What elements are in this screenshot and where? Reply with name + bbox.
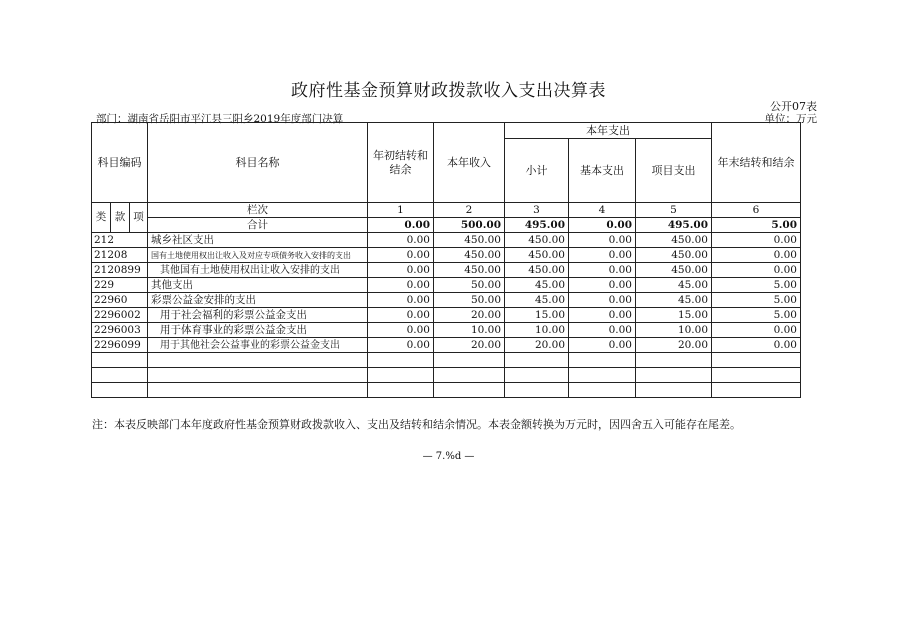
table-row <box>92 233 801 248</box>
cell-value: 0.00 <box>569 278 636 293</box>
empty-cell <box>712 353 801 368</box>
cell-value: 450.00 <box>434 233 505 248</box>
subject-code: 21208 <box>92 248 148 263</box>
table-row <box>92 308 801 323</box>
empty-cell <box>148 383 368 398</box>
col-num: 2 <box>434 203 505 218</box>
cell-value: 45.00 <box>505 293 569 308</box>
empty-cell <box>148 368 368 383</box>
header-expense-group: 本年支出 <box>505 123 712 139</box>
total-value: 500.00 <box>434 218 505 233</box>
empty-cell <box>569 368 636 383</box>
page-number: — 7.%d — <box>422 451 475 462</box>
table-row <box>92 263 801 278</box>
empty-cell <box>368 383 434 398</box>
cell-value: 450.00 <box>505 248 569 263</box>
empty-cell <box>368 353 434 368</box>
empty-cell <box>505 353 569 368</box>
empty-cell <box>569 353 636 368</box>
empty-row <box>92 353 801 368</box>
empty-cell <box>636 353 712 368</box>
header-kuan: 款 <box>111 203 130 233</box>
cell-value: 450.00 <box>636 248 712 263</box>
cell-value: 45.00 <box>636 278 712 293</box>
cell-value: 0.00 <box>368 338 434 353</box>
cell-value: 0.00 <box>712 233 801 248</box>
cell-value: 5.00 <box>712 293 801 308</box>
empty-cell <box>569 383 636 398</box>
empty-cell <box>368 368 434 383</box>
empty-cell <box>92 368 148 383</box>
cell-value: 0.00 <box>569 233 636 248</box>
cell-value: 10.00 <box>636 323 712 338</box>
cell-value: 0.00 <box>712 338 801 353</box>
subject-name: 国有土地使用权出让收入及对应专项债务收入安排的支出 <box>148 248 368 263</box>
table-note: 注：本表反映部门本年度政府性基金预算财政拨款收入、支出及结转和结余情况。本表金额转换为万元时，因四舍五入可能存在尾差。 <box>92 418 741 431</box>
cell-value: 0.00 <box>368 263 434 278</box>
cell-value: 0.00 <box>368 233 434 248</box>
header-closing-balance: 年末结转和结余 <box>712 123 801 203</box>
cell-value: 0.00 <box>569 263 636 278</box>
empty-cell <box>434 353 505 368</box>
cell-value: 10.00 <box>434 323 505 338</box>
cell-value: 20.00 <box>434 338 505 353</box>
cell-value: 20.00 <box>434 308 505 323</box>
header-income: 本年收入 <box>434 123 505 203</box>
empty-cell <box>712 368 801 383</box>
empty-cell <box>636 368 712 383</box>
cell-value: 10.00 <box>505 323 569 338</box>
total-value: 5.00 <box>712 218 801 233</box>
subject-code: 22960 <box>92 293 148 308</box>
empty-cell <box>148 353 368 368</box>
empty-cell <box>505 368 569 383</box>
table-row <box>92 293 801 308</box>
cell-value: 0.00 <box>368 248 434 263</box>
empty-cell <box>92 353 148 368</box>
cell-value: 450.00 <box>636 233 712 248</box>
cell-value: 5.00 <box>712 308 801 323</box>
header-opening-balance: 年初结转和结余 <box>368 123 434 203</box>
cell-value: 50.00 <box>434 278 505 293</box>
header-subject-name: 科目名称 <box>148 123 368 203</box>
table-row <box>92 338 801 353</box>
subject-code: 2296003 <box>92 323 148 338</box>
header-project-expense: 项目支出 <box>636 139 712 203</box>
empty-row <box>92 368 801 383</box>
cell-value: 0.00 <box>569 293 636 308</box>
cell-value: 450.00 <box>505 233 569 248</box>
header-basic-expense: 基本支出 <box>569 139 636 203</box>
subject-name: 用于社会福利的彩票公益金支出 <box>148 308 368 323</box>
table-row <box>92 323 801 338</box>
total-label: 合计 <box>148 218 368 233</box>
col-num: 1 <box>368 203 434 218</box>
subject-code: 229 <box>92 278 148 293</box>
header-lei: 类 <box>92 203 111 233</box>
header-line-no: 栏次 <box>148 203 368 218</box>
cell-value: 0.00 <box>569 308 636 323</box>
page-title: 政府性基金预算财政拨款收入支出决算表 <box>291 81 606 101</box>
col-num: 3 <box>505 203 569 218</box>
cell-value: 50.00 <box>434 293 505 308</box>
table-header <box>92 123 801 233</box>
cell-value: 450.00 <box>505 263 569 278</box>
col-num: 6 <box>712 203 801 218</box>
empty-row <box>92 383 801 398</box>
total-row <box>92 218 801 233</box>
subject-name: 彩票公益金安排的支出 <box>148 293 368 308</box>
cell-value: 0.00 <box>368 308 434 323</box>
cell-value: 5.00 <box>712 278 801 293</box>
subject-name: 城乡社区支出 <box>148 233 368 248</box>
cell-value: 0.00 <box>368 293 434 308</box>
subject-code: 2296002 <box>92 308 148 323</box>
cell-value: 20.00 <box>636 338 712 353</box>
cell-value: 0.00 <box>712 248 801 263</box>
form-number: 公开07表 <box>770 100 817 113</box>
table-body <box>92 233 801 398</box>
cell-value: 20.00 <box>505 338 569 353</box>
total-value: 0.00 <box>569 218 636 233</box>
cell-value: 45.00 <box>636 293 712 308</box>
cell-value: 450.00 <box>434 263 505 278</box>
total-value: 495.00 <box>505 218 569 233</box>
cell-value: 0.00 <box>569 338 636 353</box>
subject-name: 用于其他社会公益事业的彩票公益金支出 <box>148 338 368 353</box>
subject-name: 其他国有土地使用权出让收入安排的支出 <box>148 263 368 278</box>
subject-name: 用于体育事业的彩票公益金支出 <box>148 323 368 338</box>
table-row <box>92 278 801 293</box>
unit-label: 单位：万元 <box>764 113 817 125</box>
department-label: 部门：湖南省岳阳市平江县三阳乡2019年度部门决算 <box>96 113 344 125</box>
total-value: 495.00 <box>636 218 712 233</box>
header-subtotal: 小计 <box>505 139 569 203</box>
subject-code: 2296099 <box>92 338 148 353</box>
subject-code: 2120899 <box>92 263 148 278</box>
cell-value: 0.00 <box>368 278 434 293</box>
total-value: 0.00 <box>368 218 434 233</box>
cell-value: 0.00 <box>368 323 434 338</box>
empty-cell <box>712 383 801 398</box>
empty-cell <box>505 383 569 398</box>
col-num: 4 <box>569 203 636 218</box>
empty-cell <box>434 383 505 398</box>
cell-value: 45.00 <box>505 278 569 293</box>
cell-value: 0.00 <box>712 323 801 338</box>
budget-table <box>91 122 801 398</box>
empty-cell <box>434 368 505 383</box>
subject-code: 212 <box>92 233 148 248</box>
subject-name: 其他支出 <box>148 278 368 293</box>
cell-value: 450.00 <box>434 248 505 263</box>
col-num: 5 <box>636 203 712 218</box>
cell-value: 15.00 <box>636 308 712 323</box>
empty-cell <box>636 383 712 398</box>
table-row <box>92 248 801 263</box>
cell-value: 0.00 <box>569 248 636 263</box>
cell-value: 450.00 <box>636 263 712 278</box>
empty-cell <box>92 383 148 398</box>
header-xiang: 项 <box>130 203 148 233</box>
cell-value: 0.00 <box>712 263 801 278</box>
header-subject-code: 科目编码 <box>92 123 148 203</box>
cell-value: 15.00 <box>505 308 569 323</box>
cell-value: 0.00 <box>569 323 636 338</box>
